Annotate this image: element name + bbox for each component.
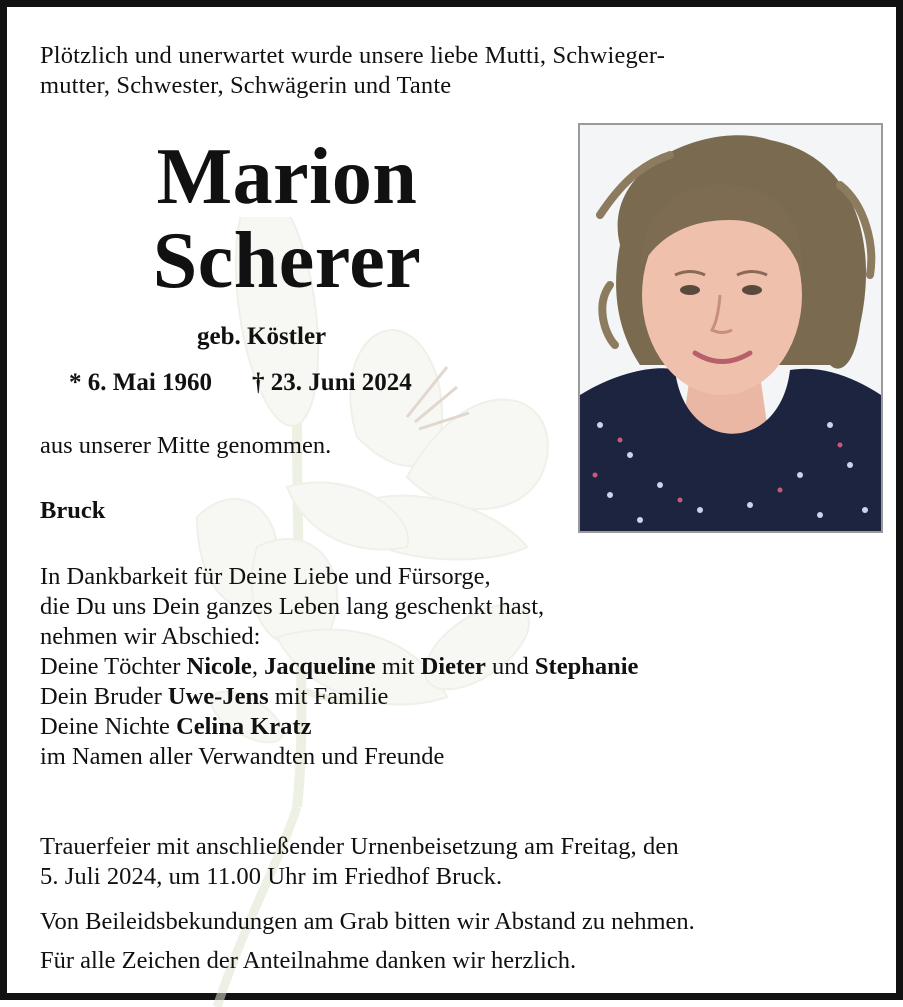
- intro-line-1: Plötzlich und unerwartet wurde unsere liebe Mutti, Schwieger-: [40, 42, 666, 69]
- last-name: Scherer: [152, 217, 422, 305]
- birth-name: geb. Köstler: [197, 323, 327, 350]
- place-text: Bruck: [40, 497, 106, 524]
- taken-text: aus unserer Mitte genommen.: [40, 432, 332, 459]
- comma: ,: [251, 653, 265, 680]
- birth-date: * 6. Mai 1960: [69, 369, 213, 396]
- daughters-prefix: Deine Töchter: [40, 653, 187, 680]
- and-text: und: [485, 653, 535, 680]
- condolences-text: Von Beileidsbekundungen am Grab bitten wir Abstand zu nehmen.: [40, 908, 695, 935]
- with-text: mit: [375, 653, 421, 680]
- relatives-line: im Namen aller Verwandten und Freunde: [40, 743, 445, 770]
- niece-prefix: Deine Nichte: [40, 713, 177, 740]
- funeral-line-2: 5. Juli 2024, um 11.00 Uhr im Friedhof Bruck.: [40, 863, 503, 890]
- daughter-stephanie: Stephanie: [534, 653, 639, 680]
- thanks-block: [40, 562, 638, 772]
- funeral-line-1: Trauerfeier mit anschließender Urnenbeisetzung am Freitag, den: [40, 833, 679, 860]
- intro-text: [40, 41, 665, 101]
- portrait-photo: [578, 123, 883, 533]
- intro-line-2: mutter, Schwester, Schwägerin und Tante: [40, 72, 452, 99]
- gratitude-text: Für alle Zeichen der Anteilnahme danken wir herzlich.: [40, 947, 577, 974]
- daughters-line: [40, 652, 638, 682]
- brother-suffix: mit Familie: [268, 683, 389, 710]
- niece-name: Celina Kratz: [176, 713, 312, 740]
- funeral-block: [40, 832, 679, 892]
- niece-line: [40, 712, 638, 742]
- thanks-line-3: nehmen wir Abschied:: [40, 623, 261, 650]
- thanks-line-1: In Dankbarkeit für Deine Liebe und Fürsorge,: [40, 563, 491, 590]
- daughter-jacqueline: Jacqueline: [264, 653, 376, 680]
- thanks-line-2: die Du uns Dein ganzes Leben lang geschenkt hast,: [40, 593, 545, 620]
- brother-name: Uwe-Jens: [167, 683, 269, 710]
- brother-prefix: Dein Bruder: [40, 683, 168, 710]
- partner-dieter: Dieter: [420, 653, 486, 680]
- life-dates: [69, 369, 412, 397]
- daughter-nicole: Nicole: [186, 653, 252, 680]
- first-name: Marion: [156, 133, 418, 221]
- death-date: † 23. Juni 2024: [252, 369, 412, 396]
- brother-line: [40, 682, 638, 712]
- portrait-illustration: [580, 125, 881, 531]
